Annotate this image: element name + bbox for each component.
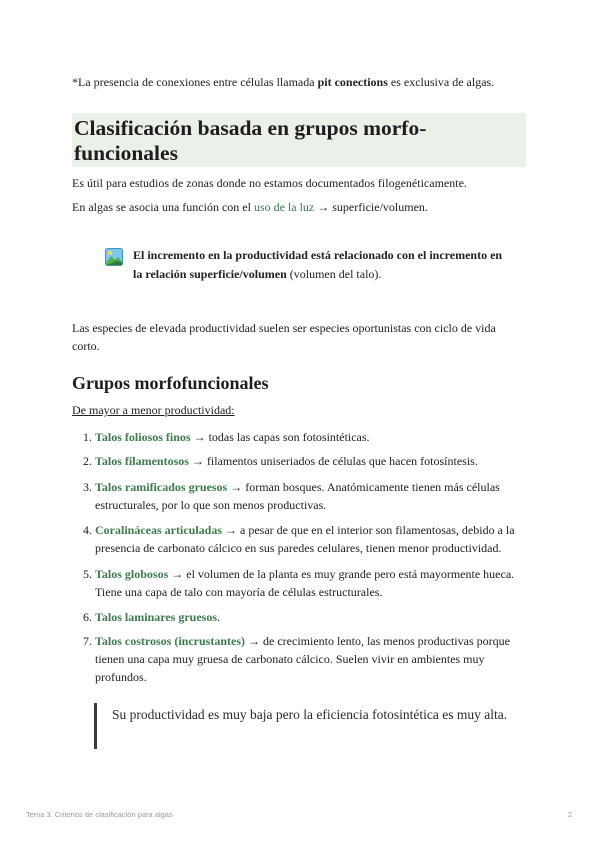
quote-text: Su productividad es muy baja pero la eficiencia fotosintética es muy alta. xyxy=(112,707,508,722)
quote-bar xyxy=(94,703,97,749)
item-description: → de crecimiento lento, las menos productivas porque tienen una capa muy gruesa de carbonato cálcico. Suelen vivir en ambientes muy profundos. xyxy=(95,634,510,684)
item-number: 6. xyxy=(83,610,92,624)
paragraph-opportunistic: Las especies de elevada productividad suelen ser especies oportunistas con ciclo de vida corto. xyxy=(72,321,496,353)
p2-prefix: En algas se asocia una función con el xyxy=(72,200,254,214)
note-bold-term: pit conections xyxy=(317,75,388,89)
item-description: → forman bosques. Anatómicamente tienen más células estructurales, por lo que son menos productivas. xyxy=(95,480,500,512)
item-number: 5. xyxy=(83,567,92,581)
paragraph-utility: Es útil para estudios de zonas donde no estamos documentados filogenéticamente. xyxy=(72,176,467,190)
item-number: 4. xyxy=(83,523,92,537)
item-description: → el volumen de la planta es muy grande pero está mayormente hueca. Tiene una capa de talo con mayoría de células estructurales. xyxy=(95,567,515,599)
callout-text xyxy=(133,246,513,284)
item-name: Talos ramificados gruesos xyxy=(95,480,228,494)
item-name: Talos globosos xyxy=(95,567,169,581)
item-number: 3. xyxy=(83,480,92,494)
footnote-pit-connections xyxy=(72,74,494,90)
item-number: 7. xyxy=(83,634,92,648)
item-number: 2. xyxy=(83,454,92,468)
note-prefix: *La presencia de conexiones entre células llamada xyxy=(72,75,318,89)
item-number: 1. xyxy=(83,430,92,444)
landscape-image-icon xyxy=(105,248,123,266)
p2-suffix: superficie/volumen. xyxy=(332,200,428,214)
item-description: → filamentos uniseriados de células que hacen fotosíntesis. xyxy=(188,454,478,468)
item-description: → a pesar de que en el interior son filamentosas, debido a la presencia de carbonato cálcico en sus paredes celulares, tienen menor productividad. xyxy=(95,523,515,555)
item-name: Talos filamentosos xyxy=(95,454,189,468)
note-suffix: es exclusiva de algas. xyxy=(387,75,495,89)
item-description: . xyxy=(217,610,221,624)
item-description: → todas las capas son fotosintéticas. xyxy=(190,430,370,444)
groups-title: Grupos morfofuncionales xyxy=(72,373,269,393)
item-name: Talos foliosos finos xyxy=(95,430,191,444)
paragraph-light-function xyxy=(72,198,522,216)
page-number: 2 xyxy=(567,810,572,819)
footer-topic: Tema 3. Criterios de clasificación para algas xyxy=(26,810,173,819)
callout-bold: El incremento en la productividad está relacionado con el incremento en la relación superficie/volumen xyxy=(133,248,503,281)
item-name: Talos costrosos (incrustantes) xyxy=(95,634,246,648)
light-use-link[interactable]: uso de la luz xyxy=(253,200,315,214)
groups-subhead: De mayor a menor productividad: xyxy=(72,403,235,417)
callout-rest: (volumen del talo). xyxy=(286,267,382,281)
section-title: Clasificación basada en grupos morfo-funcionales xyxy=(74,116,427,165)
p2-arrow: → xyxy=(314,200,333,214)
item-name: Coralináceas articuladas xyxy=(95,523,222,537)
item-name: Talos laminares gruesos xyxy=(95,610,218,624)
